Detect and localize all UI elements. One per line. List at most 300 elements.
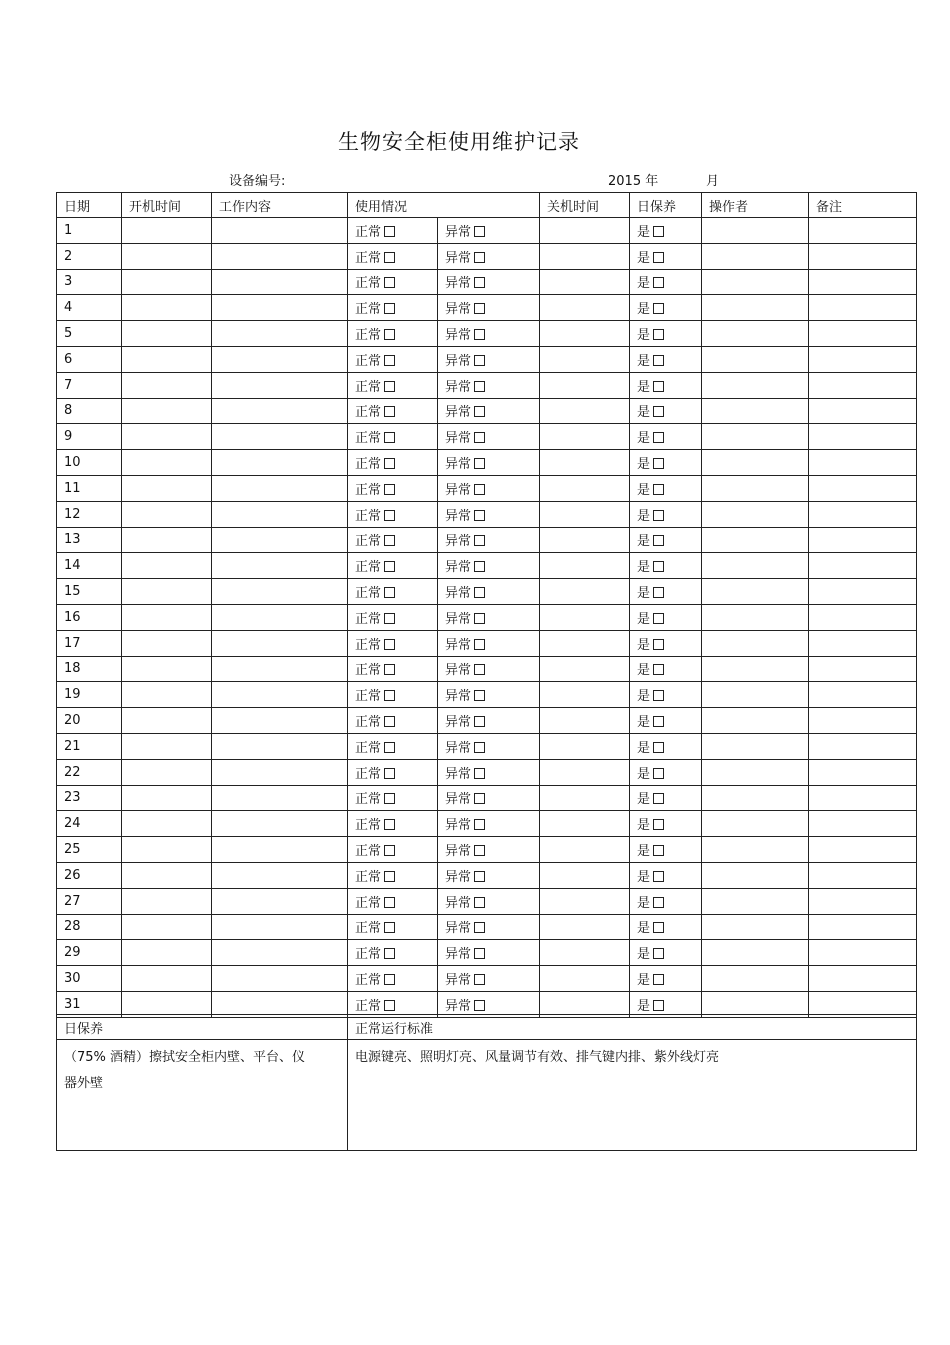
abnormal-checkbox-cell[interactable] bbox=[438, 862, 540, 888]
operator-cell[interactable] bbox=[702, 708, 809, 734]
shutdown-time-cell[interactable] bbox=[540, 785, 630, 811]
checkbox-icon[interactable] bbox=[474, 535, 485, 546]
operator-cell[interactable] bbox=[702, 940, 809, 966]
start-time-cell[interactable] bbox=[122, 914, 212, 940]
checkbox-icon[interactable] bbox=[384, 510, 395, 521]
maintenance-yes-cell[interactable] bbox=[630, 708, 702, 734]
operator-cell[interactable] bbox=[702, 295, 809, 321]
maintenance-yes-cell[interactable] bbox=[630, 914, 702, 940]
work-content-cell[interactable] bbox=[212, 218, 348, 244]
shutdown-time-cell[interactable] bbox=[540, 940, 630, 966]
work-content-cell[interactable] bbox=[212, 811, 348, 837]
shutdown-time-cell[interactable] bbox=[540, 914, 630, 940]
work-content-cell[interactable] bbox=[212, 733, 348, 759]
checkbox-icon[interactable] bbox=[653, 484, 664, 495]
maintenance-yes-cell[interactable] bbox=[630, 888, 702, 914]
remarks-cell[interactable] bbox=[809, 656, 917, 682]
checkbox-icon[interactable] bbox=[384, 948, 395, 959]
checkbox-icon[interactable] bbox=[653, 948, 664, 959]
abnormal-checkbox-cell[interactable] bbox=[438, 914, 540, 940]
maintenance-yes-cell[interactable] bbox=[630, 940, 702, 966]
start-time-cell[interactable] bbox=[122, 656, 212, 682]
checkbox-icon[interactable] bbox=[474, 226, 485, 237]
remarks-cell[interactable] bbox=[809, 708, 917, 734]
abnormal-checkbox-cell[interactable] bbox=[438, 372, 540, 398]
checkbox-icon[interactable] bbox=[474, 716, 485, 727]
checkbox-icon[interactable] bbox=[384, 355, 395, 366]
shutdown-time-cell[interactable] bbox=[540, 243, 630, 269]
checkbox-icon[interactable] bbox=[384, 303, 395, 314]
operator-cell[interactable] bbox=[702, 656, 809, 682]
work-content-cell[interactable] bbox=[212, 553, 348, 579]
operator-cell[interactable] bbox=[702, 837, 809, 863]
normal-checkbox-cell[interactable] bbox=[348, 346, 438, 372]
checkbox-icon[interactable] bbox=[474, 329, 485, 340]
operator-cell[interactable] bbox=[702, 450, 809, 476]
shutdown-time-cell[interactable] bbox=[540, 966, 630, 992]
abnormal-checkbox-cell[interactable] bbox=[438, 346, 540, 372]
start-time-cell[interactable] bbox=[122, 604, 212, 630]
checkbox-icon[interactable] bbox=[653, 613, 664, 624]
checkbox-icon[interactable] bbox=[653, 897, 664, 908]
normal-checkbox-cell[interactable] bbox=[348, 914, 438, 940]
checkbox-icon[interactable] bbox=[474, 484, 485, 495]
maintenance-yes-cell[interactable] bbox=[630, 656, 702, 682]
work-content-cell[interactable] bbox=[212, 346, 348, 372]
normal-checkbox-cell[interactable] bbox=[348, 630, 438, 656]
abnormal-checkbox-cell[interactable] bbox=[438, 888, 540, 914]
normal-checkbox-cell[interactable] bbox=[348, 785, 438, 811]
abnormal-checkbox-cell[interactable] bbox=[438, 811, 540, 837]
operator-cell[interactable] bbox=[702, 888, 809, 914]
checkbox-icon[interactable] bbox=[474, 742, 485, 753]
shutdown-time-cell[interactable] bbox=[540, 321, 630, 347]
checkbox-icon[interactable] bbox=[474, 277, 485, 288]
remarks-cell[interactable] bbox=[809, 450, 917, 476]
work-content-cell[interactable] bbox=[212, 475, 348, 501]
maintenance-yes-cell[interactable] bbox=[630, 604, 702, 630]
remarks-cell[interactable] bbox=[809, 501, 917, 527]
start-time-cell[interactable] bbox=[122, 579, 212, 605]
remarks-cell[interactable] bbox=[809, 321, 917, 347]
remarks-cell[interactable] bbox=[809, 372, 917, 398]
remarks-cell[interactable] bbox=[809, 475, 917, 501]
maintenance-yes-cell[interactable] bbox=[630, 733, 702, 759]
shutdown-time-cell[interactable] bbox=[540, 656, 630, 682]
maintenance-yes-cell[interactable] bbox=[630, 450, 702, 476]
shutdown-time-cell[interactable] bbox=[540, 862, 630, 888]
checkbox-icon[interactable] bbox=[474, 252, 485, 263]
checkbox-icon[interactable] bbox=[474, 1000, 485, 1011]
remarks-cell[interactable] bbox=[809, 940, 917, 966]
checkbox-icon[interactable] bbox=[653, 1000, 664, 1011]
shutdown-time-cell[interactable] bbox=[540, 682, 630, 708]
remarks-cell[interactable] bbox=[809, 218, 917, 244]
checkbox-icon[interactable] bbox=[384, 252, 395, 263]
work-content-cell[interactable] bbox=[212, 785, 348, 811]
abnormal-checkbox-cell[interactable] bbox=[438, 243, 540, 269]
checkbox-icon[interactable] bbox=[653, 793, 664, 804]
checkbox-icon[interactable] bbox=[653, 510, 664, 521]
checkbox-icon[interactable] bbox=[384, 1000, 395, 1011]
normal-checkbox-cell[interactable] bbox=[348, 269, 438, 295]
abnormal-checkbox-cell[interactable] bbox=[438, 269, 540, 295]
shutdown-time-cell[interactable] bbox=[540, 630, 630, 656]
shutdown-time-cell[interactable] bbox=[540, 759, 630, 785]
start-time-cell[interactable] bbox=[122, 630, 212, 656]
start-time-cell[interactable] bbox=[122, 475, 212, 501]
normal-checkbox-cell[interactable] bbox=[348, 940, 438, 966]
normal-checkbox-cell[interactable] bbox=[348, 733, 438, 759]
abnormal-checkbox-cell[interactable] bbox=[438, 940, 540, 966]
normal-checkbox-cell[interactable] bbox=[348, 475, 438, 501]
checkbox-icon[interactable] bbox=[384, 226, 395, 237]
abnormal-checkbox-cell[interactable] bbox=[438, 682, 540, 708]
normal-checkbox-cell[interactable] bbox=[348, 837, 438, 863]
work-content-cell[interactable] bbox=[212, 295, 348, 321]
checkbox-icon[interactable] bbox=[474, 510, 485, 521]
checkbox-icon[interactable] bbox=[474, 355, 485, 366]
maintenance-yes-cell[interactable] bbox=[630, 785, 702, 811]
remarks-cell[interactable] bbox=[809, 630, 917, 656]
shutdown-time-cell[interactable] bbox=[540, 346, 630, 372]
work-content-cell[interactable] bbox=[212, 966, 348, 992]
work-content-cell[interactable] bbox=[212, 914, 348, 940]
start-time-cell[interactable] bbox=[122, 321, 212, 347]
work-content-cell[interactable] bbox=[212, 269, 348, 295]
checkbox-icon[interactable] bbox=[653, 690, 664, 701]
abnormal-checkbox-cell[interactable] bbox=[438, 708, 540, 734]
work-content-cell[interactable] bbox=[212, 372, 348, 398]
checkbox-icon[interactable] bbox=[384, 535, 395, 546]
checkbox-icon[interactable] bbox=[653, 252, 664, 263]
start-time-cell[interactable] bbox=[122, 527, 212, 553]
normal-checkbox-cell[interactable] bbox=[348, 243, 438, 269]
checkbox-icon[interactable] bbox=[653, 871, 664, 882]
normal-checkbox-cell[interactable] bbox=[348, 450, 438, 476]
checkbox-icon[interactable] bbox=[384, 871, 395, 882]
checkbox-icon[interactable] bbox=[384, 432, 395, 443]
shutdown-time-cell[interactable] bbox=[540, 527, 630, 553]
checkbox-icon[interactable] bbox=[474, 819, 485, 830]
checkbox-icon[interactable] bbox=[384, 690, 395, 701]
checkbox-icon[interactable] bbox=[474, 587, 485, 598]
operator-cell[interactable] bbox=[702, 579, 809, 605]
checkbox-icon[interactable] bbox=[653, 535, 664, 546]
operator-cell[interactable] bbox=[702, 966, 809, 992]
shutdown-time-cell[interactable] bbox=[540, 733, 630, 759]
shutdown-time-cell[interactable] bbox=[540, 811, 630, 837]
normal-checkbox-cell[interactable] bbox=[348, 295, 438, 321]
checkbox-icon[interactable] bbox=[474, 432, 485, 443]
checkbox-icon[interactable] bbox=[384, 561, 395, 572]
work-content-cell[interactable] bbox=[212, 862, 348, 888]
work-content-cell[interactable] bbox=[212, 682, 348, 708]
remarks-cell[interactable] bbox=[809, 759, 917, 785]
checkbox-icon[interactable] bbox=[653, 974, 664, 985]
maintenance-yes-cell[interactable] bbox=[630, 424, 702, 450]
operator-cell[interactable] bbox=[702, 811, 809, 837]
operator-cell[interactable] bbox=[702, 630, 809, 656]
checkbox-icon[interactable] bbox=[653, 716, 664, 727]
checkbox-icon[interactable] bbox=[384, 484, 395, 495]
checkbox-icon[interactable] bbox=[384, 406, 395, 417]
abnormal-checkbox-cell[interactable] bbox=[438, 759, 540, 785]
normal-checkbox-cell[interactable] bbox=[348, 604, 438, 630]
checkbox-icon[interactable] bbox=[653, 226, 664, 237]
start-time-cell[interactable] bbox=[122, 295, 212, 321]
checkbox-icon[interactable] bbox=[384, 716, 395, 727]
abnormal-checkbox-cell[interactable] bbox=[438, 604, 540, 630]
operator-cell[interactable] bbox=[702, 759, 809, 785]
operator-cell[interactable] bbox=[702, 269, 809, 295]
checkbox-icon[interactable] bbox=[384, 329, 395, 340]
operator-cell[interactable] bbox=[702, 501, 809, 527]
maintenance-yes-cell[interactable] bbox=[630, 837, 702, 863]
start-time-cell[interactable] bbox=[122, 682, 212, 708]
shutdown-time-cell[interactable] bbox=[540, 398, 630, 424]
normal-checkbox-cell[interactable] bbox=[348, 966, 438, 992]
work-content-cell[interactable] bbox=[212, 398, 348, 424]
checkbox-icon[interactable] bbox=[653, 639, 664, 650]
remarks-cell[interactable] bbox=[809, 811, 917, 837]
maintenance-yes-cell[interactable] bbox=[630, 295, 702, 321]
abnormal-checkbox-cell[interactable] bbox=[438, 424, 540, 450]
remarks-cell[interactable] bbox=[809, 579, 917, 605]
operator-cell[interactable] bbox=[702, 424, 809, 450]
abnormal-checkbox-cell[interactable] bbox=[438, 579, 540, 605]
shutdown-time-cell[interactable] bbox=[540, 604, 630, 630]
checkbox-icon[interactable] bbox=[384, 381, 395, 392]
operator-cell[interactable] bbox=[702, 346, 809, 372]
shutdown-time-cell[interactable] bbox=[540, 888, 630, 914]
operator-cell[interactable] bbox=[702, 218, 809, 244]
abnormal-checkbox-cell[interactable] bbox=[438, 398, 540, 424]
checkbox-icon[interactable] bbox=[653, 458, 664, 469]
abnormal-checkbox-cell[interactable] bbox=[438, 218, 540, 244]
checkbox-icon[interactable] bbox=[384, 587, 395, 598]
checkbox-icon[interactable] bbox=[474, 639, 485, 650]
normal-checkbox-cell[interactable] bbox=[348, 811, 438, 837]
operator-cell[interactable] bbox=[702, 527, 809, 553]
maintenance-yes-cell[interactable] bbox=[630, 682, 702, 708]
start-time-cell[interactable] bbox=[122, 372, 212, 398]
checkbox-icon[interactable] bbox=[384, 974, 395, 985]
shutdown-time-cell[interactable] bbox=[540, 837, 630, 863]
abnormal-checkbox-cell[interactable] bbox=[438, 656, 540, 682]
start-time-cell[interactable] bbox=[122, 888, 212, 914]
shutdown-time-cell[interactable] bbox=[540, 708, 630, 734]
checkbox-icon[interactable] bbox=[384, 458, 395, 469]
maintenance-yes-cell[interactable] bbox=[630, 579, 702, 605]
operator-cell[interactable] bbox=[702, 604, 809, 630]
checkbox-icon[interactable] bbox=[474, 561, 485, 572]
checkbox-icon[interactable] bbox=[653, 819, 664, 830]
work-content-cell[interactable] bbox=[212, 579, 348, 605]
maintenance-yes-cell[interactable] bbox=[630, 966, 702, 992]
remarks-cell[interactable] bbox=[809, 785, 917, 811]
abnormal-checkbox-cell[interactable] bbox=[438, 785, 540, 811]
checkbox-icon[interactable] bbox=[653, 432, 664, 443]
shutdown-time-cell[interactable] bbox=[540, 450, 630, 476]
checkbox-icon[interactable] bbox=[474, 948, 485, 959]
normal-checkbox-cell[interactable] bbox=[348, 321, 438, 347]
remarks-cell[interactable] bbox=[809, 424, 917, 450]
checkbox-icon[interactable] bbox=[474, 897, 485, 908]
work-content-cell[interactable] bbox=[212, 940, 348, 966]
work-content-cell[interactable] bbox=[212, 321, 348, 347]
remarks-cell[interactable] bbox=[809, 914, 917, 940]
start-time-cell[interactable] bbox=[122, 759, 212, 785]
normal-checkbox-cell[interactable] bbox=[348, 501, 438, 527]
normal-checkbox-cell[interactable] bbox=[348, 862, 438, 888]
checkbox-icon[interactable] bbox=[653, 277, 664, 288]
start-time-cell[interactable] bbox=[122, 966, 212, 992]
shutdown-time-cell[interactable] bbox=[540, 424, 630, 450]
maintenance-yes-cell[interactable] bbox=[630, 527, 702, 553]
start-time-cell[interactable] bbox=[122, 708, 212, 734]
start-time-cell[interactable] bbox=[122, 450, 212, 476]
checkbox-icon[interactable] bbox=[653, 355, 664, 366]
shutdown-time-cell[interactable] bbox=[540, 218, 630, 244]
normal-checkbox-cell[interactable] bbox=[348, 579, 438, 605]
operator-cell[interactable] bbox=[702, 785, 809, 811]
maintenance-yes-cell[interactable] bbox=[630, 321, 702, 347]
checkbox-icon[interactable] bbox=[474, 664, 485, 675]
start-time-cell[interactable] bbox=[122, 785, 212, 811]
maintenance-yes-cell[interactable] bbox=[630, 759, 702, 785]
abnormal-checkbox-cell[interactable] bbox=[438, 527, 540, 553]
shutdown-time-cell[interactable] bbox=[540, 579, 630, 605]
remarks-cell[interactable] bbox=[809, 243, 917, 269]
start-time-cell[interactable] bbox=[122, 501, 212, 527]
normal-checkbox-cell[interactable] bbox=[348, 682, 438, 708]
remarks-cell[interactable] bbox=[809, 295, 917, 321]
remarks-cell[interactable] bbox=[809, 604, 917, 630]
checkbox-icon[interactable] bbox=[474, 613, 485, 624]
normal-checkbox-cell[interactable] bbox=[348, 708, 438, 734]
maintenance-yes-cell[interactable] bbox=[630, 269, 702, 295]
abnormal-checkbox-cell[interactable] bbox=[438, 450, 540, 476]
start-time-cell[interactable] bbox=[122, 269, 212, 295]
checkbox-icon[interactable] bbox=[384, 613, 395, 624]
operator-cell[interactable] bbox=[702, 862, 809, 888]
checkbox-icon[interactable] bbox=[384, 664, 395, 675]
remarks-cell[interactable] bbox=[809, 346, 917, 372]
maintenance-yes-cell[interactable] bbox=[630, 372, 702, 398]
checkbox-icon[interactable] bbox=[384, 277, 395, 288]
operator-cell[interactable] bbox=[702, 475, 809, 501]
checkbox-icon[interactable] bbox=[653, 329, 664, 340]
start-time-cell[interactable] bbox=[122, 940, 212, 966]
checkbox-icon[interactable] bbox=[474, 922, 485, 933]
checkbox-icon[interactable] bbox=[384, 742, 395, 753]
checkbox-icon[interactable] bbox=[384, 768, 395, 779]
checkbox-icon[interactable] bbox=[384, 922, 395, 933]
checkbox-icon[interactable] bbox=[474, 458, 485, 469]
checkbox-icon[interactable] bbox=[653, 303, 664, 314]
start-time-cell[interactable] bbox=[122, 862, 212, 888]
normal-checkbox-cell[interactable] bbox=[348, 398, 438, 424]
checkbox-icon[interactable] bbox=[384, 897, 395, 908]
shutdown-time-cell[interactable] bbox=[540, 553, 630, 579]
checkbox-icon[interactable] bbox=[474, 871, 485, 882]
checkbox-icon[interactable] bbox=[474, 381, 485, 392]
remarks-cell[interactable] bbox=[809, 553, 917, 579]
maintenance-yes-cell[interactable] bbox=[630, 553, 702, 579]
work-content-cell[interactable] bbox=[212, 708, 348, 734]
operator-cell[interactable] bbox=[702, 553, 809, 579]
remarks-cell[interactable] bbox=[809, 888, 917, 914]
abnormal-checkbox-cell[interactable] bbox=[438, 733, 540, 759]
operator-cell[interactable] bbox=[702, 321, 809, 347]
checkbox-icon[interactable] bbox=[474, 303, 485, 314]
abnormal-checkbox-cell[interactable] bbox=[438, 475, 540, 501]
work-content-cell[interactable] bbox=[212, 527, 348, 553]
work-content-cell[interactable] bbox=[212, 450, 348, 476]
start-time-cell[interactable] bbox=[122, 398, 212, 424]
work-content-cell[interactable] bbox=[212, 656, 348, 682]
work-content-cell[interactable] bbox=[212, 837, 348, 863]
checkbox-icon[interactable] bbox=[653, 768, 664, 779]
work-content-cell[interactable] bbox=[212, 759, 348, 785]
checkbox-icon[interactable] bbox=[474, 793, 485, 804]
normal-checkbox-cell[interactable] bbox=[348, 218, 438, 244]
remarks-cell[interactable] bbox=[809, 398, 917, 424]
work-content-cell[interactable] bbox=[212, 424, 348, 450]
start-time-cell[interactable] bbox=[122, 811, 212, 837]
checkbox-icon[interactable] bbox=[653, 587, 664, 598]
operator-cell[interactable] bbox=[702, 243, 809, 269]
checkbox-icon[interactable] bbox=[384, 819, 395, 830]
work-content-cell[interactable] bbox=[212, 501, 348, 527]
normal-checkbox-cell[interactable] bbox=[348, 527, 438, 553]
maintenance-yes-cell[interactable] bbox=[630, 475, 702, 501]
remarks-cell[interactable] bbox=[809, 682, 917, 708]
shutdown-time-cell[interactable] bbox=[540, 372, 630, 398]
work-content-cell[interactable] bbox=[212, 243, 348, 269]
maintenance-yes-cell[interactable] bbox=[630, 501, 702, 527]
checkbox-icon[interactable] bbox=[474, 845, 485, 856]
start-time-cell[interactable] bbox=[122, 553, 212, 579]
maintenance-yes-cell[interactable] bbox=[630, 346, 702, 372]
maintenance-yes-cell[interactable] bbox=[630, 811, 702, 837]
remarks-cell[interactable] bbox=[809, 733, 917, 759]
abnormal-checkbox-cell[interactable] bbox=[438, 630, 540, 656]
remarks-cell[interactable] bbox=[809, 269, 917, 295]
normal-checkbox-cell[interactable] bbox=[348, 888, 438, 914]
maintenance-yes-cell[interactable] bbox=[630, 218, 702, 244]
checkbox-icon[interactable] bbox=[474, 406, 485, 417]
start-time-cell[interactable] bbox=[122, 218, 212, 244]
checkbox-icon[interactable] bbox=[653, 381, 664, 392]
start-time-cell[interactable] bbox=[122, 424, 212, 450]
checkbox-icon[interactable] bbox=[653, 561, 664, 572]
normal-checkbox-cell[interactable] bbox=[348, 553, 438, 579]
checkbox-icon[interactable] bbox=[384, 845, 395, 856]
work-content-cell[interactable] bbox=[212, 630, 348, 656]
work-content-cell[interactable] bbox=[212, 888, 348, 914]
shutdown-time-cell[interactable] bbox=[540, 501, 630, 527]
shutdown-time-cell[interactable] bbox=[540, 295, 630, 321]
maintenance-yes-cell[interactable] bbox=[630, 630, 702, 656]
abnormal-checkbox-cell[interactable] bbox=[438, 295, 540, 321]
abnormal-checkbox-cell[interactable] bbox=[438, 501, 540, 527]
shutdown-time-cell[interactable] bbox=[540, 269, 630, 295]
checkbox-icon[interactable] bbox=[653, 922, 664, 933]
remarks-cell[interactable] bbox=[809, 966, 917, 992]
remarks-cell[interactable] bbox=[809, 527, 917, 553]
